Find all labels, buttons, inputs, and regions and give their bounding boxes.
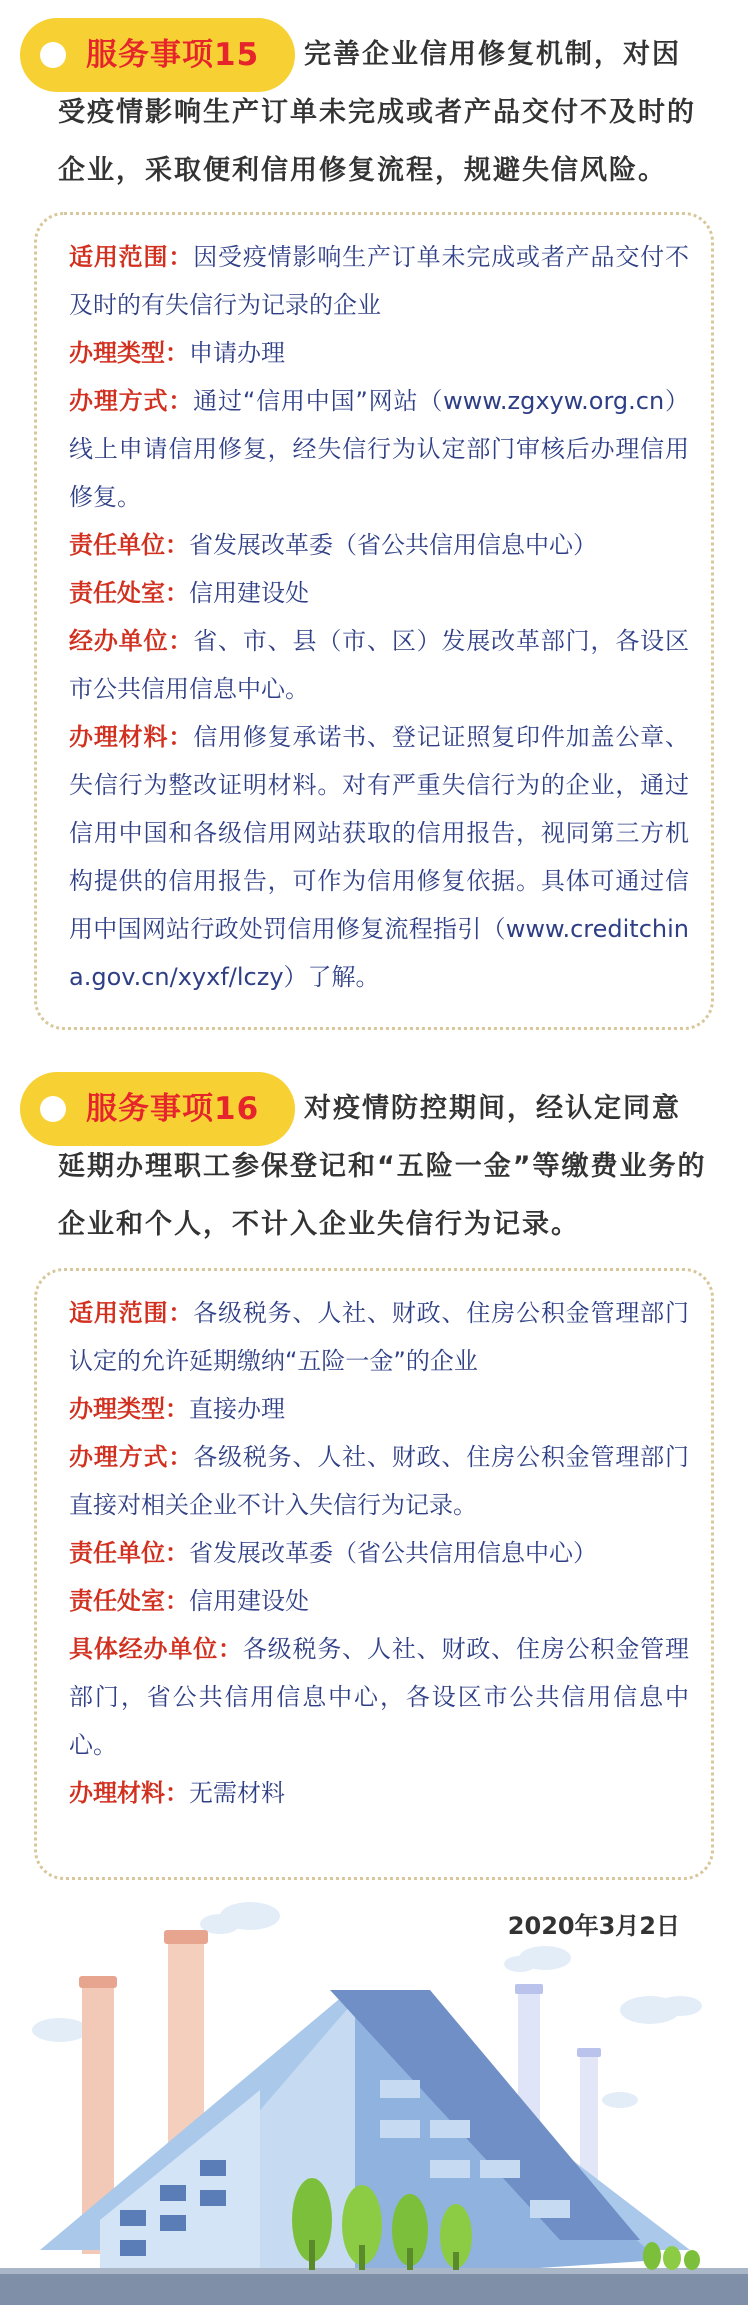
info-row-value: 各级税务、人社、财政、住房公积金管理部门认定的允许延期缴纳“五险一金”的企业 [69,1299,690,1375]
item-headline: 完善企业信用修复机制，对因受疫情影响生产订单未完成或者产品交付不及时的企业，采取便利信用修复流程，规避失信风险。 [58,39,696,186]
detail-card-16 [34,1268,714,1880]
info-row-colon: ： [168,243,194,271]
info-row-colon: ： [168,627,194,655]
info-row-colon: ： [168,387,194,415]
info-row-value: 省发展改革委（省公共信用信息中心） [189,531,597,559]
info-row [69,569,689,617]
info-row-value: 直接办理 [189,1395,285,1423]
info-row [69,1433,689,1529]
factory-illustration [0,1880,748,2305]
info-row-key: 责任单位 [69,531,165,559]
badge-label: 服务事项15 [86,37,260,73]
info-row [69,1577,689,1625]
info-row-colon: ： [165,339,189,367]
info-row-key: 责任单位 [69,1539,165,1567]
info-row [69,233,689,329]
info-row-value: 各级税务、人社、财政、住房公积金管理部门，省公共信用信息中心，各设区市公共信用信息中心。 [69,1635,690,1759]
info-row [69,617,689,713]
info-row [69,521,689,569]
info-row-key: 办理方式 [69,1443,169,1471]
info-row-colon: ： [218,1635,243,1663]
info-row-key: 具体经办单位 [69,1635,218,1663]
info-row-colon: ： [165,1539,189,1567]
badge-label: 服务事项16 [86,1091,260,1127]
info-row-key: 适用范围 [69,243,169,271]
info-row [69,1769,689,1817]
info-row-key: 办理类型 [69,339,165,367]
info-row-colon: ： [165,1395,189,1423]
info-row [69,1289,689,1385]
info-row-colon: ： [165,1779,189,1807]
info-row-key: 办理材料 [69,723,169,751]
info-row-value: 各级税务、人社、财政、住房公积金管理部门直接对相关企业不计入失信行为记录。 [69,1443,690,1519]
info-row-key: 责任处室 [69,579,165,607]
info-row-colon: ： [168,723,194,751]
info-row-colon: ： [165,579,189,607]
detail-card-15 [34,212,714,1030]
info-row-key: 责任处室 [69,1587,165,1615]
info-row-value: 省、市、县（市、区）发展改革部门，各设区市公共信用信息中心。 [69,627,690,703]
info-row-key: 适用范围 [69,1299,169,1327]
info-row [69,713,689,1001]
info-row-value: 因受疫情影响生产订单未完成或者产品交付不及时的有失信行为记录的企业 [69,243,690,319]
info-row-value: 信用建设处 [189,1587,309,1615]
info-row [69,377,689,521]
info-row-colon: ： [165,1587,189,1615]
info-row-value: 申请办理 [189,339,285,367]
info-row-key: 办理类型 [69,1395,165,1423]
info-row-value: 信用建设处 [189,579,309,607]
info-row-colon: ： [168,1299,194,1327]
info-row-colon: ： [168,1443,194,1471]
info-row-key: 经办单位 [69,627,169,655]
info-row [69,1529,689,1577]
info-row-value: 省发展改革委（省公共信用信息中心） [189,1539,597,1567]
info-row [69,329,689,377]
publish-date: 2020年3月2日 [507,1912,680,1940]
info-row [69,1385,689,1433]
info-row-value: 无需材料 [189,1779,285,1807]
info-row [69,1625,689,1769]
info-row-value: 信用修复承诺书、登记证照复印件加盖公章、失信行为整改证明材料。对有严重失信行为的企业，通过信用中国和各级信用网站获取的信用报告，视同第三方机构提供的信用报告，可作为信用修复依据。具体可通过信用中国网站行政处罚信用修复流程指引（www.creditchina.gov.cn/xyxf/lczy）了解。 [69,723,690,991]
info-row-value: 通过“信用中国”网站（www.zgxyw.org.cn）线上申请信用修复，经失信行为认定部门审核后办理信用修复。 [69,387,690,511]
info-row-colon: ： [165,531,189,559]
info-row-key: 办理方式 [69,387,169,415]
item-headline: 对疫情防控期间，经认定同意延期办理职工参保登记和“五险一金”等缴费业务的企业和个人，不计入企业失信行为记录。 [58,1093,707,1240]
info-row-key: 办理材料 [69,1779,165,1807]
